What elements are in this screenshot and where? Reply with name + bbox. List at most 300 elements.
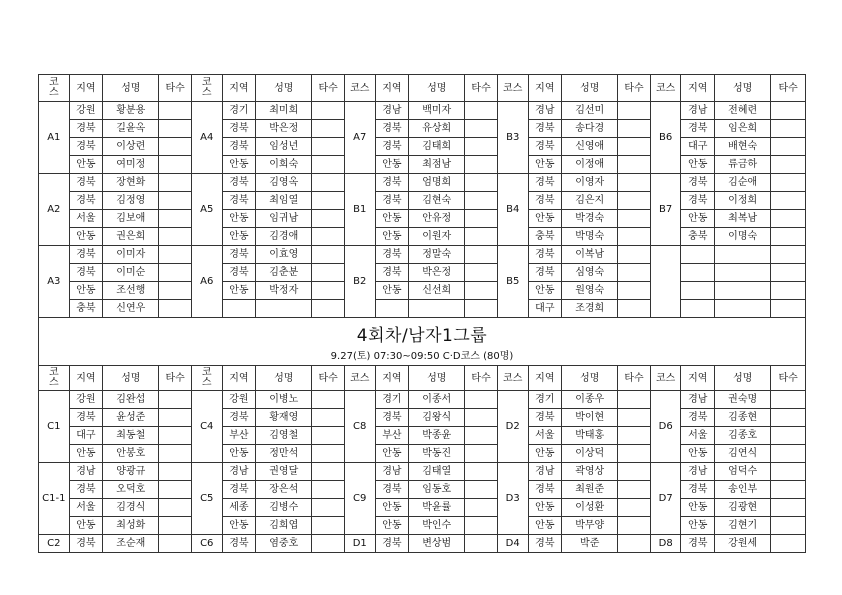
player-name-cell: 조경희 — [562, 300, 618, 318]
region-cell: 안동 — [222, 282, 256, 300]
player-name-cell: 김춘분 — [256, 264, 312, 282]
player-name-cell: 최점남 — [409, 156, 465, 174]
player-name-cell: 최성화 — [103, 517, 159, 535]
region-cell: 안동 — [528, 445, 562, 463]
player-name-cell — [409, 300, 465, 318]
strokes-cell — [465, 463, 498, 481]
table-row — [39, 535, 806, 553]
strokes-cell — [465, 517, 498, 535]
region-cell: 경북 — [681, 192, 715, 210]
player-name-cell: 최동철 — [103, 427, 159, 445]
strokes-cell — [159, 138, 192, 156]
region-cell: 경북 — [681, 409, 715, 427]
region-cell: 경북 — [528, 535, 562, 553]
player-name-cell: 신선희 — [409, 282, 465, 300]
player-name-cell: 이명숙 — [715, 228, 771, 246]
region-cell: 안동 — [681, 445, 715, 463]
player-name-cell: 김광현 — [715, 499, 771, 517]
player-name-cell: 송다경 — [562, 120, 618, 138]
header-name: 성명 — [103, 366, 159, 391]
player-name-cell: 박이현 — [562, 409, 618, 427]
header-name: 성명 — [715, 75, 771, 102]
player-name-cell: 이종서 — [409, 391, 465, 409]
strokes-cell — [618, 535, 651, 553]
region-cell: 경북 — [375, 264, 409, 282]
course-cell: B1 — [344, 174, 375, 246]
player-name-cell: 김종호 — [715, 427, 771, 445]
table-row — [39, 174, 806, 192]
player-name-cell: 황분용 — [103, 102, 159, 120]
player-name-cell: 이미자 — [103, 246, 159, 264]
player-name-cell: 이성환 — [562, 499, 618, 517]
strokes-cell — [312, 192, 345, 210]
player-name-cell: 김태희 — [409, 138, 465, 156]
player-name-cell: 김순애 — [715, 174, 771, 192]
player-name-cell: 박은정 — [409, 264, 465, 282]
region-cell: 경북 — [69, 192, 103, 210]
table-row — [39, 300, 806, 318]
strokes-cell — [771, 427, 806, 445]
strokes-cell — [771, 499, 806, 517]
region-cell: 대구 — [69, 427, 103, 445]
strokes-cell — [465, 120, 498, 138]
region-cell: 서울 — [69, 210, 103, 228]
strokes-cell — [312, 427, 345, 445]
strokes-cell — [465, 499, 498, 517]
player-name-cell: 권은희 — [103, 228, 159, 246]
region-cell: 안동 — [375, 445, 409, 463]
region-cell: 안동 — [375, 517, 409, 535]
section-subtitle: 9.27(토) 07:30~09:50 C·D코스 (80명) — [330, 351, 514, 362]
header-name: 성명 — [409, 366, 465, 391]
region-cell: 경기 — [222, 102, 256, 120]
player-name-cell: 신영애 — [562, 138, 618, 156]
region-cell: 안동 — [222, 228, 256, 246]
player-name-cell: 이정애 — [562, 156, 618, 174]
strokes-cell — [618, 120, 651, 138]
section-heading — [38, 318, 806, 365]
region-cell: 안동 — [222, 445, 256, 463]
header-region: 지역 — [681, 75, 715, 102]
region-cell: 안동 — [528, 282, 562, 300]
player-name-cell: 김경식 — [103, 499, 159, 517]
strokes-cell — [771, 210, 806, 228]
strokes-cell — [159, 210, 192, 228]
player-name-cell: 염중호 — [256, 535, 312, 553]
header-strokes: 타수 — [771, 75, 806, 102]
region-cell: 서울 — [528, 427, 562, 445]
player-name-cell: 김태열 — [409, 463, 465, 481]
strokes-cell — [771, 138, 806, 156]
player-name-cell: 박경숙 — [562, 210, 618, 228]
region-cell: 안동 — [528, 517, 562, 535]
strokes-cell — [465, 246, 498, 264]
player-name-cell: 유상희 — [409, 120, 465, 138]
strokes-cell — [618, 138, 651, 156]
player-name-cell: 조순재 — [103, 535, 159, 553]
region-cell: 안동 — [69, 445, 103, 463]
player-name-cell: 원영숙 — [562, 282, 618, 300]
course-cell: D8 — [650, 535, 681, 553]
strokes-cell — [312, 264, 345, 282]
strokes-cell — [465, 102, 498, 120]
course-cell — [650, 246, 681, 318]
table-row — [39, 156, 806, 174]
strokes-cell — [312, 391, 345, 409]
header-name: 성명 — [562, 366, 618, 391]
player-name-cell: 이정희 — [715, 192, 771, 210]
region-cell: 경남 — [681, 463, 715, 481]
player-name-cell: 강원세 — [715, 535, 771, 553]
header-course: 코 스 — [191, 366, 222, 391]
region-cell: 경남 — [528, 463, 562, 481]
player-name-cell: 임귀남 — [256, 210, 312, 228]
strokes-cell — [618, 246, 651, 264]
region-cell: 경남 — [681, 391, 715, 409]
player-name-cell: 장은석 — [256, 481, 312, 499]
region-cell: 안동 — [528, 210, 562, 228]
course-cell: D2 — [497, 391, 528, 463]
strokes-cell — [771, 535, 806, 553]
strokes-cell — [465, 174, 498, 192]
strokes-cell — [771, 463, 806, 481]
table-row — [39, 228, 806, 246]
table-row — [39, 481, 806, 499]
player-name-cell: 안유정 — [409, 210, 465, 228]
strokes-cell — [465, 300, 498, 318]
header-course: 코스 — [650, 366, 681, 391]
player-name-cell: 류금하 — [715, 156, 771, 174]
region-cell — [681, 246, 715, 264]
header-name: 성명 — [409, 75, 465, 102]
player-name-cell: 여미정 — [103, 156, 159, 174]
region-cell: 경북 — [375, 481, 409, 499]
course-cell: C8 — [344, 391, 375, 463]
strokes-cell — [312, 499, 345, 517]
player-name-cell: 김경애 — [256, 228, 312, 246]
strokes-cell — [465, 427, 498, 445]
strokes-cell — [618, 300, 651, 318]
player-name-cell: 이영자 — [562, 174, 618, 192]
player-name-cell: 이병노 — [256, 391, 312, 409]
region-cell: 충북 — [681, 228, 715, 246]
course-cell: C1-1 — [39, 463, 70, 535]
header-course: 코 스 — [39, 75, 70, 102]
region-cell: 경남 — [375, 102, 409, 120]
header-strokes: 타수 — [159, 366, 192, 391]
region-cell: 서울 — [69, 499, 103, 517]
header-name: 성명 — [256, 366, 312, 391]
player-name-cell: 김현숙 — [409, 192, 465, 210]
strokes-cell — [771, 282, 806, 300]
player-name-cell: 임동호 — [409, 481, 465, 499]
course-cell: D7 — [650, 463, 681, 535]
player-name-cell: 박인수 — [409, 517, 465, 535]
player-name-cell: 임성년 — [256, 138, 312, 156]
strokes-cell — [771, 409, 806, 427]
header-row — [39, 366, 806, 391]
region-cell: 경북 — [375, 138, 409, 156]
region-cell: 경북 — [222, 409, 256, 427]
region-cell: 대구 — [528, 300, 562, 318]
strokes-cell — [618, 517, 651, 535]
player-name-cell: 김왕식 — [409, 409, 465, 427]
region-cell: 경북 — [69, 535, 103, 553]
region-cell: 경북 — [69, 481, 103, 499]
region-cell: 안동 — [375, 156, 409, 174]
region-cell: 안동 — [69, 282, 103, 300]
player-name-cell: 이희숙 — [256, 156, 312, 174]
strokes-cell — [159, 156, 192, 174]
region-cell: 경북 — [528, 481, 562, 499]
strokes-cell — [159, 535, 192, 553]
region-cell: 경북 — [222, 138, 256, 156]
strokes-cell — [465, 210, 498, 228]
player-name-cell: 심영숙 — [562, 264, 618, 282]
region-cell: 경북 — [222, 246, 256, 264]
strokes-cell — [159, 481, 192, 499]
course-cell: B4 — [497, 174, 528, 246]
player-name-cell: 김완섭 — [103, 391, 159, 409]
course-cell: D4 — [497, 535, 528, 553]
player-name-cell: 정말숙 — [409, 246, 465, 264]
player-name-cell: 박정자 — [256, 282, 312, 300]
strokes-cell — [312, 228, 345, 246]
strokes-cell — [312, 445, 345, 463]
player-name-cell: 임은희 — [715, 120, 771, 138]
player-name-cell: 박동진 — [409, 445, 465, 463]
player-name-cell — [715, 300, 771, 318]
player-name-cell: 최임열 — [256, 192, 312, 210]
header-region: 지역 — [528, 75, 562, 102]
player-name-cell: 김연식 — [715, 445, 771, 463]
header-region: 지역 — [222, 366, 256, 391]
table-row — [39, 391, 806, 409]
header-course: 코스 — [344, 366, 375, 391]
header-course: 코스 — [497, 75, 528, 102]
strokes-cell — [465, 445, 498, 463]
player-name-cell — [715, 246, 771, 264]
course-cell: C2 — [39, 535, 70, 553]
player-name-cell — [715, 264, 771, 282]
strokes-cell — [312, 481, 345, 499]
strokes-cell — [312, 174, 345, 192]
region-cell: 안동 — [222, 210, 256, 228]
strokes-cell — [312, 517, 345, 535]
strokes-cell — [312, 138, 345, 156]
strokes-cell — [312, 246, 345, 264]
region-cell: 경북 — [528, 192, 562, 210]
region-cell: 안동 — [681, 517, 715, 535]
strokes-cell — [771, 192, 806, 210]
strokes-cell — [159, 102, 192, 120]
strokes-cell — [312, 409, 345, 427]
player-name-cell: 길윤옥 — [103, 120, 159, 138]
region-cell: 안동 — [69, 156, 103, 174]
player-name-cell: 이미순 — [103, 264, 159, 282]
table-row — [39, 210, 806, 228]
strokes-cell — [618, 427, 651, 445]
player-name-cell: 양광규 — [103, 463, 159, 481]
strokes-cell — [618, 481, 651, 499]
player-name-cell: 박명숙 — [562, 228, 618, 246]
region-cell: 충북 — [69, 300, 103, 318]
region-cell: 경북 — [528, 264, 562, 282]
region-cell: 강원 — [222, 391, 256, 409]
player-name-cell: 박준 — [562, 535, 618, 553]
player-name-cell: 안봉호 — [103, 445, 159, 463]
table-row — [39, 120, 806, 138]
strokes-cell — [618, 445, 651, 463]
strokes-cell — [618, 391, 651, 409]
player-name-cell: 이복남 — [562, 246, 618, 264]
strokes-cell — [618, 210, 651, 228]
strokes-cell — [618, 102, 651, 120]
strokes-cell — [159, 409, 192, 427]
strokes-cell — [465, 264, 498, 282]
region-cell: 안동 — [528, 156, 562, 174]
course-cell: A4 — [191, 102, 222, 174]
player-name-cell — [256, 300, 312, 318]
region-cell — [681, 282, 715, 300]
region-cell: 경북 — [681, 481, 715, 499]
region-cell: 경북 — [69, 409, 103, 427]
region-cell: 경기 — [375, 391, 409, 409]
strokes-cell — [618, 499, 651, 517]
header-region: 지역 — [69, 75, 103, 102]
region-cell: 안동 — [375, 499, 409, 517]
group-table-1 — [38, 74, 806, 318]
strokes-cell — [312, 535, 345, 553]
strokes-cell — [159, 445, 192, 463]
region-cell: 경북 — [528, 174, 562, 192]
region-cell: 경북 — [69, 246, 103, 264]
player-name-cell: 박태홍 — [562, 427, 618, 445]
strokes-cell — [618, 174, 651, 192]
header-name: 성명 — [103, 75, 159, 102]
region-cell: 경북 — [222, 535, 256, 553]
strokes-cell — [771, 391, 806, 409]
strokes-cell — [159, 499, 192, 517]
strokes-cell — [465, 391, 498, 409]
strokes-cell — [618, 228, 651, 246]
course-cell: C6 — [191, 535, 222, 553]
region-cell: 경북 — [375, 120, 409, 138]
course-cell: A6 — [191, 246, 222, 318]
player-name-cell: 송인부 — [715, 481, 771, 499]
region-cell: 부산 — [375, 427, 409, 445]
player-name-cell: 이원자 — [409, 228, 465, 246]
course-cell: C1 — [39, 391, 70, 463]
region-cell: 경북 — [222, 481, 256, 499]
region-cell: 안동 — [681, 210, 715, 228]
region-cell — [375, 300, 409, 318]
region-cell: 경북 — [375, 192, 409, 210]
region-cell: 경남 — [375, 463, 409, 481]
region-cell: 안동 — [681, 499, 715, 517]
region-cell: 경남 — [222, 463, 256, 481]
region-cell: 안동 — [69, 228, 103, 246]
region-cell: 경북 — [528, 409, 562, 427]
player-name-cell: 이상련 — [103, 138, 159, 156]
player-name-cell: 김보애 — [103, 210, 159, 228]
header-region: 지역 — [69, 366, 103, 391]
player-name-cell: 박무양 — [562, 517, 618, 535]
region-cell: 경북 — [375, 246, 409, 264]
region-cell: 강원 — [69, 391, 103, 409]
table-row — [39, 264, 806, 282]
strokes-cell — [618, 264, 651, 282]
player-name-cell: 최복남 — [715, 210, 771, 228]
region-cell: 경북 — [69, 264, 103, 282]
region-cell: 안동 — [375, 210, 409, 228]
strokes-cell — [771, 517, 806, 535]
course-cell: A7 — [344, 102, 375, 174]
header-name: 성명 — [562, 75, 618, 102]
strokes-cell — [771, 156, 806, 174]
header-course: 코 스 — [191, 75, 222, 102]
player-name-cell — [715, 282, 771, 300]
strokes-cell — [618, 156, 651, 174]
strokes-cell — [312, 300, 345, 318]
header-region: 지역 — [375, 75, 409, 102]
region-cell: 경북 — [528, 120, 562, 138]
region-cell: 대구 — [681, 138, 715, 156]
region-cell: 경북 — [375, 174, 409, 192]
header-region: 지역 — [375, 366, 409, 391]
strokes-cell — [771, 264, 806, 282]
strokes-cell — [465, 481, 498, 499]
player-name-cell: 이종우 — [562, 391, 618, 409]
strokes-cell — [159, 517, 192, 535]
header-strokes: 타수 — [159, 75, 192, 102]
region-cell: 세종 — [222, 499, 256, 517]
header-region: 지역 — [528, 366, 562, 391]
group-table-2 — [38, 365, 806, 553]
course-cell: B5 — [497, 246, 528, 318]
region-cell: 경북 — [222, 192, 256, 210]
region-cell — [222, 300, 256, 318]
strokes-cell — [771, 481, 806, 499]
player-name-cell: 배현숙 — [715, 138, 771, 156]
header-strokes: 타수 — [771, 366, 806, 391]
course-cell: C9 — [344, 463, 375, 535]
table-row — [39, 102, 806, 120]
player-name-cell: 김종현 — [715, 409, 771, 427]
player-name-cell: 김병수 — [256, 499, 312, 517]
player-name-cell: 박종윤 — [409, 427, 465, 445]
strokes-cell — [312, 282, 345, 300]
strokes-cell — [159, 427, 192, 445]
region-cell: 부산 — [222, 427, 256, 445]
course-cell: B2 — [344, 246, 375, 318]
course-cell: B7 — [650, 174, 681, 246]
region-cell: 경북 — [222, 120, 256, 138]
player-name-cell: 엄명희 — [409, 174, 465, 192]
player-name-cell: 김현기 — [715, 517, 771, 535]
strokes-cell — [771, 174, 806, 192]
course-cell: B3 — [497, 102, 528, 174]
strokes-cell — [159, 282, 192, 300]
strokes-cell — [465, 156, 498, 174]
region-cell: 안동 — [69, 517, 103, 535]
player-name-cell: 신연우 — [103, 300, 159, 318]
table-row — [39, 138, 806, 156]
player-name-cell: 박은정 — [256, 120, 312, 138]
table-row — [39, 499, 806, 517]
region-cell: 경남 — [69, 463, 103, 481]
region-cell: 안동 — [375, 282, 409, 300]
